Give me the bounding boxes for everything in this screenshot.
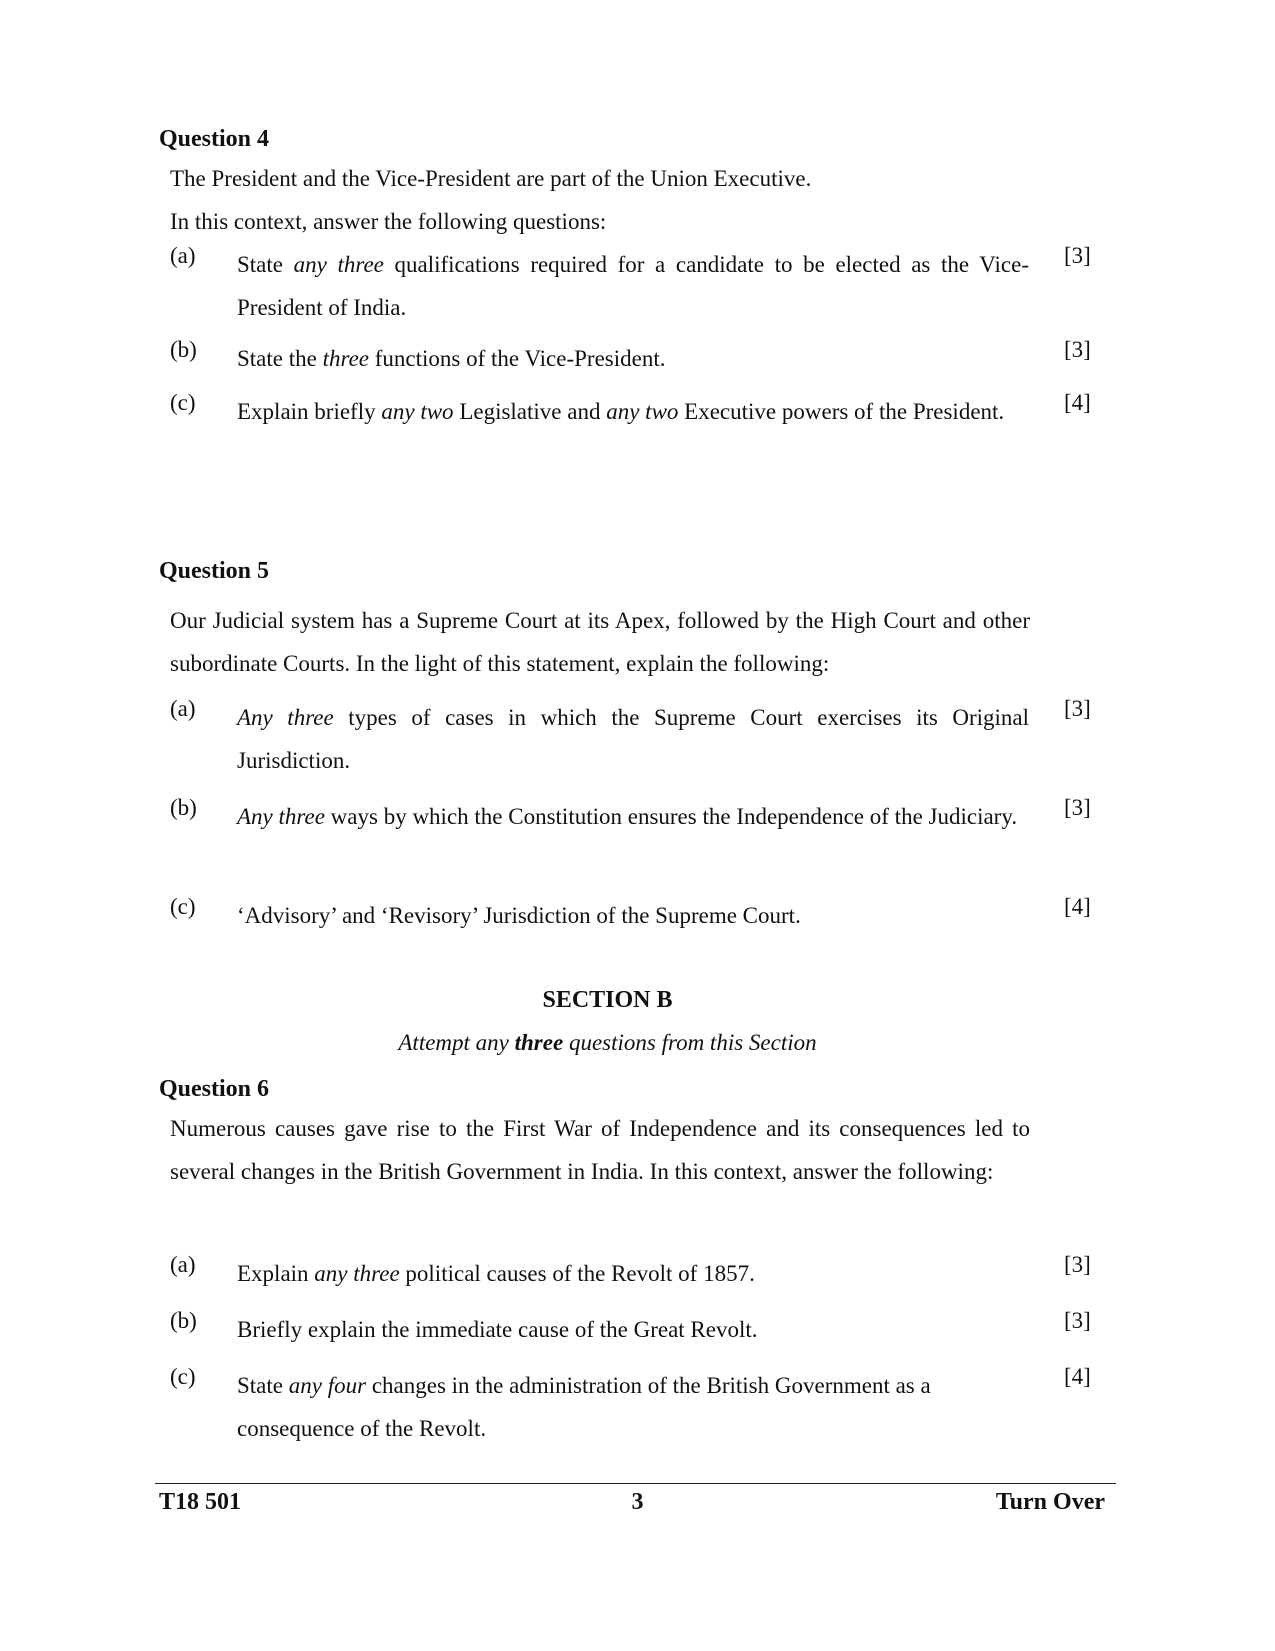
part-letter: (b) xyxy=(170,1308,197,1333)
part-letter: (c) xyxy=(170,894,196,919)
part-letter: (b) xyxy=(170,795,197,820)
turn-over-label: Turn Over xyxy=(995,1489,1105,1515)
paper-code: T18 501 xyxy=(159,1489,242,1515)
part-text: State the three functions of the Vice-President. xyxy=(237,346,666,371)
question-5-title: Question 5 xyxy=(159,558,270,584)
part-marks: [3] xyxy=(1064,243,1091,268)
part-marks: [4] xyxy=(1064,1364,1091,1389)
part-letter: (b) xyxy=(170,337,197,362)
question-6-intro: Numerous causes gave rise to the First War of Independence and its consequences led to several changes in the British Government in India. In this context, answer the following: xyxy=(170,1116,1030,1184)
question-5-intro: Our Judicial system has a Supreme Court at its Apex, followed by the High Court and other subordinate Courts. In the light of this statement, explain the following: xyxy=(170,608,1030,676)
part-marks: [3] xyxy=(1064,696,1091,721)
part-text: State any four changes in the administration of the British Government as a consequence of the Revolt. xyxy=(237,1373,931,1441)
section-b-instruction: Attempt any three questions from this Section xyxy=(398,1030,817,1055)
question-4-intro-2: In this context, answer the following questions: xyxy=(170,209,607,234)
part-text: ‘Advisory’ and ‘Revisory’ Jurisdiction of the Supreme Court. xyxy=(237,903,801,928)
part-text: Briefly explain the immediate cause of the Great Revolt. xyxy=(237,1317,758,1342)
part-text: Any three ways by which the Constitution ensures the Independence of the Judiciary. xyxy=(237,804,1018,829)
footer-divider xyxy=(155,1483,1116,1484)
part-letter: (c) xyxy=(170,1364,196,1389)
part-marks: [3] xyxy=(1064,1252,1091,1277)
part-text: Any three types of cases in which the Supreme Court exercises its Original Jurisdiction. xyxy=(237,705,1029,773)
part-letter: (a) xyxy=(170,1252,196,1277)
question-4-title: Question 4 xyxy=(159,126,270,152)
part-letter: (a) xyxy=(170,243,196,268)
part-text: Explain any three political causes of the Revolt of 1857. xyxy=(237,1261,755,1286)
question-6-title: Question 6 xyxy=(159,1076,270,1102)
part-marks: [3] xyxy=(1064,337,1091,362)
part-marks: [3] xyxy=(1064,1308,1091,1333)
page-number: 3 xyxy=(631,1489,644,1515)
part-letter: (a) xyxy=(170,696,196,721)
section-b-heading: SECTION B xyxy=(542,987,673,1013)
part-text: State any three qualifications required for a candidate to be elected as the Vice-President of India. xyxy=(237,252,1029,320)
part-marks: [4] xyxy=(1064,390,1091,415)
part-marks: [4] xyxy=(1064,894,1091,919)
part-text: Explain briefly any two Legislative and any two Executive powers of the President. xyxy=(237,399,1005,424)
question-4-intro-1: The President and the Vice-President are part of the Union Executive. xyxy=(170,166,812,191)
part-marks: [3] xyxy=(1064,795,1091,820)
part-letter: (c) xyxy=(170,390,196,415)
